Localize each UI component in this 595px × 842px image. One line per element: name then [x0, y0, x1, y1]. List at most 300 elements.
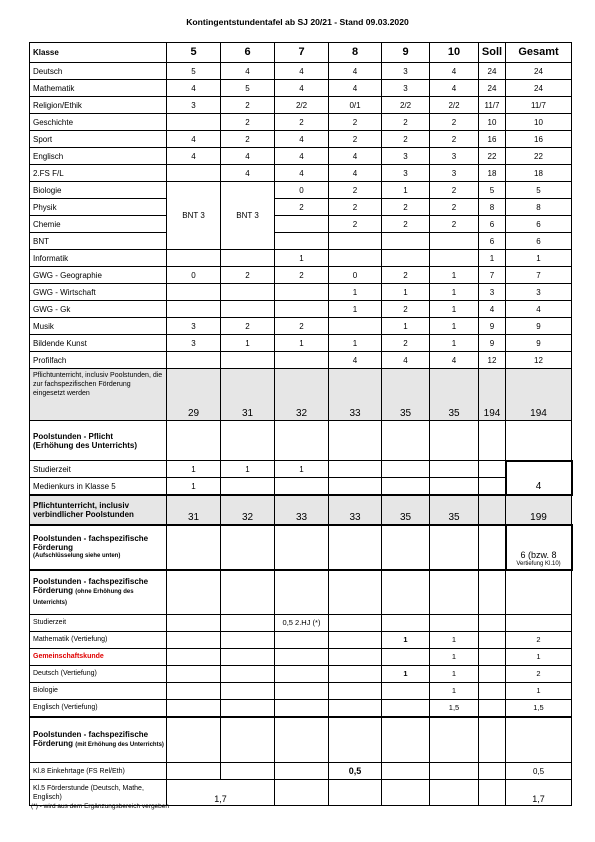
- table-cell: [430, 461, 479, 478]
- table-cell: 1: [430, 665, 479, 682]
- header-cell: 8: [329, 43, 382, 63]
- table-cell: 0/1: [329, 97, 382, 114]
- subject-row: [30, 233, 572, 250]
- table-cell: 2: [382, 114, 430, 131]
- table-cell: [167, 301, 221, 318]
- table-cell: [479, 648, 506, 665]
- pool-fach-title: Poolstunden - fachspezifische Förderung: [33, 534, 149, 552]
- pool-ohne-title: Poolstunden - fachspezifische Förderung: [33, 576, 149, 595]
- medienkurs-row: [30, 478, 572, 496]
- subject-label: Sport: [30, 131, 167, 148]
- table-cell: 0: [275, 182, 329, 199]
- table-cell: 2/2: [275, 97, 329, 114]
- table-cell: 4: [221, 148, 275, 165]
- table-cell: [221, 478, 275, 496]
- table-cell: [382, 763, 430, 780]
- table-cell: [221, 631, 275, 648]
- table-cell: 1: [430, 682, 479, 699]
- table-cell: 18: [479, 165, 506, 182]
- bnt-cell: BNT 3: [167, 182, 221, 250]
- table-cell: 4: [329, 80, 382, 97]
- table-cell: 5: [506, 182, 572, 199]
- gemeinschaft-row-label: Gemeinschaftskunde: [30, 648, 167, 665]
- table-cell: [430, 717, 479, 763]
- table-cell: [430, 421, 479, 461]
- subject-label: Bildende Kunst: [30, 335, 167, 352]
- header-klasse: Klasse: [30, 43, 167, 63]
- table-cell: [275, 570, 329, 614]
- table-cell: [167, 421, 221, 461]
- table-cell: 2: [275, 199, 329, 216]
- table-cell: 4: [275, 148, 329, 165]
- table-cell: 31: [167, 495, 221, 525]
- table-cell: 10: [506, 114, 572, 131]
- table-cell: 32: [275, 369, 329, 421]
- table-cell: 4: [221, 63, 275, 80]
- subject-label: Geschichte: [30, 114, 167, 131]
- pflicht2-row: [30, 495, 572, 525]
- table-cell: 3: [167, 335, 221, 352]
- table-cell: [167, 648, 221, 665]
- table-cell: [329, 699, 382, 717]
- table-cell: [275, 631, 329, 648]
- table-cell: [479, 631, 506, 648]
- subject-row: [30, 301, 572, 318]
- table-cell: 10: [479, 114, 506, 131]
- table-cell: [221, 717, 275, 763]
- table-cell: 3: [382, 165, 430, 182]
- table-cell: 9: [506, 335, 572, 352]
- table-cell: 12: [506, 352, 572, 369]
- table-cell: [329, 631, 382, 648]
- table-cell: [479, 717, 506, 763]
- table-cell: 24: [506, 63, 572, 80]
- subject-label: Religion/Ethik: [30, 97, 167, 114]
- table-cell: 1: [382, 284, 430, 301]
- table-cell: 24: [479, 63, 506, 80]
- table-cell: [329, 648, 382, 665]
- pool-ohne-label: [30, 570, 167, 614]
- table-cell: 1: [479, 250, 506, 267]
- table-cell: [430, 614, 479, 631]
- pflicht2-label: Pflichtunterricht, inclusiv verbindlicher Poolstunden: [30, 495, 167, 525]
- table-cell: [382, 461, 430, 478]
- table-cell: [479, 461, 506, 478]
- table-cell: [430, 478, 479, 496]
- subject-label: Musik: [30, 318, 167, 335]
- subject-label: GWG - Wirtschaft: [30, 284, 167, 301]
- subject-label: GWG - Gk: [30, 301, 167, 318]
- table-cell: 2/2: [430, 97, 479, 114]
- table-cell: [382, 525, 430, 570]
- table-cell: 33: [275, 495, 329, 525]
- table-cell: 1: [275, 250, 329, 267]
- table-cell: [329, 717, 382, 763]
- table-cell: 4: [430, 63, 479, 80]
- table-cell: [479, 682, 506, 699]
- table-cell: [382, 250, 430, 267]
- subject-row: [30, 199, 572, 216]
- subject-label: Deutsch: [30, 63, 167, 80]
- table-cell: [167, 525, 221, 570]
- table-cell: [167, 631, 221, 648]
- table-cell: [479, 780, 506, 806]
- kl5-row: [30, 780, 572, 806]
- table-cell: [275, 763, 329, 780]
- pool-pflicht-sub: (Erhöhung des Unterrichts): [33, 440, 138, 450]
- table-cell: 35: [382, 495, 430, 525]
- table-cell: 9: [479, 318, 506, 335]
- table-cell: 1: [221, 461, 275, 478]
- table-cell: 12: [479, 352, 506, 369]
- table-cell: 4: [329, 352, 382, 369]
- studierzeit-row: [30, 461, 572, 478]
- table-cell: 2: [506, 665, 572, 682]
- table-cell: [221, 648, 275, 665]
- subject-label: Mathematik: [30, 80, 167, 97]
- table-cell: [275, 682, 329, 699]
- table-cell: 2: [382, 131, 430, 148]
- subject-label: GWG - Geographie: [30, 267, 167, 284]
- table-cell: 3: [479, 284, 506, 301]
- table-cell: 4: [275, 80, 329, 97]
- table-cell: 3: [506, 284, 572, 301]
- table-cell: [167, 717, 221, 763]
- header-cell: 5: [167, 43, 221, 63]
- table-cell: [382, 478, 430, 496]
- table-cell: 1: [382, 631, 430, 648]
- table-cell: 6: [506, 233, 572, 250]
- table-cell: 1: [275, 335, 329, 352]
- pool-fach-gesamt-value: 6 (bzw. 8: [520, 550, 557, 560]
- table-cell: [221, 352, 275, 369]
- document-title: Kontingentstundentafel ab SJ 20/21 - Stand 09.03.2020: [186, 17, 409, 27]
- pool-ohne-sub: (ohne Erhöhung des Unterrichts): [33, 588, 134, 606]
- table-cell: [221, 682, 275, 699]
- kl5-label: Kl.5 Förderstunde (Deutsch, Mathe, Englisch): [30, 780, 167, 806]
- table-cell: 3: [382, 63, 430, 80]
- table-cell: [167, 665, 221, 682]
- kontingent-table: [29, 42, 573, 806]
- table-cell: [275, 648, 329, 665]
- table-cell: [479, 495, 506, 525]
- subject-row: [30, 216, 572, 233]
- table-cell: 0,5 2.HJ (*): [275, 614, 329, 631]
- table-cell: 35: [430, 369, 479, 421]
- table-cell: 7: [506, 267, 572, 284]
- table-cell: 1: [329, 284, 382, 301]
- pool-fach-label: [30, 525, 167, 570]
- table-cell: 3: [167, 318, 221, 335]
- table-cell: 5: [221, 80, 275, 97]
- table-cell: 31: [221, 369, 275, 421]
- table-cell: [221, 250, 275, 267]
- table-cell: 24: [479, 80, 506, 97]
- table-cell: 1: [506, 648, 572, 665]
- pflicht-label: Pflichtunterricht, inclusiv Poolstunden, die zur fachspezifischen Förderung eingesetzt werden: [30, 369, 167, 421]
- header-row: [30, 43, 572, 63]
- table-cell: [275, 665, 329, 682]
- table-cell: [479, 421, 506, 461]
- table-cell: 1: [430, 318, 479, 335]
- medienkurs-label: Medienkurs in Klasse 5: [30, 478, 167, 496]
- table-cell: 2: [221, 267, 275, 284]
- table-cell: [275, 233, 329, 250]
- table-cell: 4: [479, 301, 506, 318]
- table-cell: [329, 780, 382, 806]
- table-cell: 1: [430, 648, 479, 665]
- table-cell: 16: [479, 131, 506, 148]
- table-cell: [479, 699, 506, 717]
- table-cell: [430, 233, 479, 250]
- table-cell: 4: [430, 352, 479, 369]
- table-cell: 2: [430, 182, 479, 199]
- table-cell: [221, 284, 275, 301]
- table-cell: 2: [382, 216, 430, 233]
- table-cell: 1,5: [430, 699, 479, 717]
- header-cell: 7: [275, 43, 329, 63]
- table-cell: [479, 570, 506, 614]
- subject-row: [30, 284, 572, 301]
- table-cell: [167, 284, 221, 301]
- mathe-v-row: [30, 631, 572, 648]
- table-cell: [430, 525, 479, 570]
- header-cell: 6: [221, 43, 275, 63]
- kl8-row: [30, 763, 572, 780]
- subject-row: [30, 97, 572, 114]
- pool-pflicht-row: [30, 421, 572, 461]
- studierzeit2-row: [30, 614, 572, 631]
- table-cell: [167, 763, 221, 780]
- medienkurs-gesamt: 4: [506, 461, 572, 496]
- table-cell: [167, 165, 221, 182]
- table-cell: 1,5: [506, 699, 572, 717]
- subject-row: [30, 250, 572, 267]
- pool-fach-row: [30, 525, 572, 570]
- table-cell: 2: [275, 267, 329, 284]
- table-cell: 2: [382, 199, 430, 216]
- table-cell: [329, 478, 382, 496]
- table-cell: 3: [430, 165, 479, 182]
- subject-label: Biologie: [30, 182, 167, 199]
- table-cell: 1: [382, 182, 430, 199]
- table-cell: 35: [382, 369, 430, 421]
- table-cell: 2: [382, 267, 430, 284]
- table-cell: [382, 614, 430, 631]
- subject-label: 2.FS F/L: [30, 165, 167, 182]
- table-cell: 4: [430, 80, 479, 97]
- table-cell: [221, 614, 275, 631]
- table-cell: 194: [479, 369, 506, 421]
- header-cell: 10: [430, 43, 479, 63]
- subject-label: Englisch: [30, 148, 167, 165]
- table-cell: 2: [506, 631, 572, 648]
- table-cell: [479, 763, 506, 780]
- pool-fach-gesamt-sub: Vertiefung Kl.10): [516, 561, 561, 567]
- table-cell: 22: [479, 148, 506, 165]
- table-cell: 2: [221, 131, 275, 148]
- subject-label: Physik: [30, 199, 167, 216]
- pool-pflicht-title: Poolstunden - Pflicht: [33, 431, 113, 441]
- subject-row: [30, 114, 572, 131]
- table-cell: [167, 699, 221, 717]
- table-cell: 2: [329, 199, 382, 216]
- subject-row: [30, 318, 572, 335]
- table-cell: [275, 216, 329, 233]
- subject-row: [30, 182, 572, 199]
- table-cell: [167, 682, 221, 699]
- table-cell: 4: [506, 301, 572, 318]
- table-cell: 5: [167, 63, 221, 80]
- table-cell: 2: [329, 216, 382, 233]
- studierzeit-label: Studierzeit: [30, 461, 167, 478]
- table-cell: 1: [167, 478, 221, 496]
- table-cell: 9: [479, 335, 506, 352]
- table-cell: 1,7: [506, 780, 572, 806]
- subject-row: [30, 165, 572, 182]
- table-cell: [329, 665, 382, 682]
- table-cell: [329, 570, 382, 614]
- table-cell: 22: [506, 148, 572, 165]
- table-cell: 4: [167, 131, 221, 148]
- table-cell: 3: [430, 148, 479, 165]
- table-cell: 2: [221, 114, 275, 131]
- table-cell: 1: [329, 301, 382, 318]
- table-cell: [275, 525, 329, 570]
- table-cell: 33: [329, 495, 382, 525]
- table-cell: [479, 525, 506, 570]
- table-cell: [382, 648, 430, 665]
- table-cell: 2: [329, 182, 382, 199]
- table-cell: 2: [221, 318, 275, 335]
- table-cell: [275, 699, 329, 717]
- table-cell: 3: [167, 97, 221, 114]
- table-cell: [430, 250, 479, 267]
- subject-row: [30, 352, 572, 369]
- table-cell: [167, 114, 221, 131]
- table-cell: [506, 614, 572, 631]
- table-cell: [329, 525, 382, 570]
- table-cell: [329, 318, 382, 335]
- subject-row: [30, 267, 572, 284]
- table-cell: [221, 421, 275, 461]
- table-cell: 1: [382, 665, 430, 682]
- table-cell: 2: [430, 199, 479, 216]
- table-cell: [430, 570, 479, 614]
- footnote: (*) - wird aus dem Ergänzungsbereich vergeben: [31, 803, 170, 810]
- pool-fach-sub: (Aufschlüsselung siehe unten): [33, 553, 121, 559]
- table-cell: [382, 780, 430, 806]
- table-cell: 4: [329, 165, 382, 182]
- subject-row: [30, 63, 572, 80]
- table-cell: 2: [430, 216, 479, 233]
- table-cell: 4: [382, 352, 430, 369]
- table-cell: [221, 665, 275, 682]
- table-cell: [479, 478, 506, 496]
- table-cell: [221, 301, 275, 318]
- gemeinschaft-row: [30, 648, 572, 665]
- table-cell: 2: [275, 114, 329, 131]
- table-cell: 0: [167, 267, 221, 284]
- table-cell: 6: [479, 233, 506, 250]
- table-cell: [167, 250, 221, 267]
- biologie2-row-label: Biologie: [30, 682, 167, 699]
- table-cell: [506, 421, 572, 461]
- subject-row: [30, 335, 572, 352]
- table-cell: 1: [430, 284, 479, 301]
- header-soll: Soll: [479, 43, 506, 63]
- table-cell: 2: [221, 97, 275, 114]
- table-cell: 2: [430, 131, 479, 148]
- table-cell: [382, 682, 430, 699]
- table-cell: 16: [506, 131, 572, 148]
- table-cell: 1: [275, 461, 329, 478]
- header-gesamt: Gesamt: [506, 43, 572, 63]
- table-cell: 1: [430, 335, 479, 352]
- table-cell: [275, 284, 329, 301]
- table-cell: [430, 763, 479, 780]
- englisch-v-row-label: Englisch (Vertiefung): [30, 699, 167, 717]
- table-cell: 1: [167, 461, 221, 478]
- header-cell: 9: [382, 43, 430, 63]
- table-cell: 1: [221, 335, 275, 352]
- table-cell: 2/2: [382, 97, 430, 114]
- table-cell: 1: [506, 250, 572, 267]
- table-cell: 2: [329, 131, 382, 148]
- table-cell: [275, 421, 329, 461]
- table-cell: 6: [506, 216, 572, 233]
- table-cell: 4: [167, 80, 221, 97]
- table-cell: [275, 717, 329, 763]
- subject-row: [30, 131, 572, 148]
- table-cell: 3: [382, 80, 430, 97]
- table-cell: [430, 780, 479, 806]
- table-cell: [275, 780, 329, 806]
- table-cell: [479, 665, 506, 682]
- table-cell: 8: [479, 199, 506, 216]
- table-cell: [167, 570, 221, 614]
- mathe-v-row-label: Mathematik (Vertiefung): [30, 631, 167, 648]
- table-cell: [506, 717, 572, 763]
- subject-row: [30, 148, 572, 165]
- kl8-label: Kl.8 Einkehrtage (FS Rel/Eth): [30, 763, 167, 780]
- table-cell: [167, 352, 221, 369]
- table-cell: [382, 717, 430, 763]
- englisch-v-row: [30, 699, 572, 717]
- table-cell: 6: [479, 216, 506, 233]
- table-cell: 11/7: [506, 97, 572, 114]
- table-cell: 32: [221, 495, 275, 525]
- table-cell: 4: [221, 165, 275, 182]
- subject-label: Chemie: [30, 216, 167, 233]
- pool-mit-title: Poolstunden - fachspezifische Förderung: [33, 729, 149, 748]
- table-cell: [329, 233, 382, 250]
- table-cell: 1: [430, 301, 479, 318]
- table-cell: [275, 301, 329, 318]
- table-cell: 1: [430, 631, 479, 648]
- table-cell: 8: [506, 199, 572, 216]
- table-cell: 4: [167, 148, 221, 165]
- table-cell: 4: [275, 131, 329, 148]
- table-cell: [329, 461, 382, 478]
- table-cell: [382, 233, 430, 250]
- bnt-cell: BNT 3: [221, 182, 275, 250]
- table-cell: 2: [382, 301, 430, 318]
- table-cell: 199: [506, 495, 572, 525]
- table-cell: 1: [382, 318, 430, 335]
- subject-label: BNT: [30, 233, 167, 250]
- studierzeit2-row-label: Studierzeit: [30, 614, 167, 631]
